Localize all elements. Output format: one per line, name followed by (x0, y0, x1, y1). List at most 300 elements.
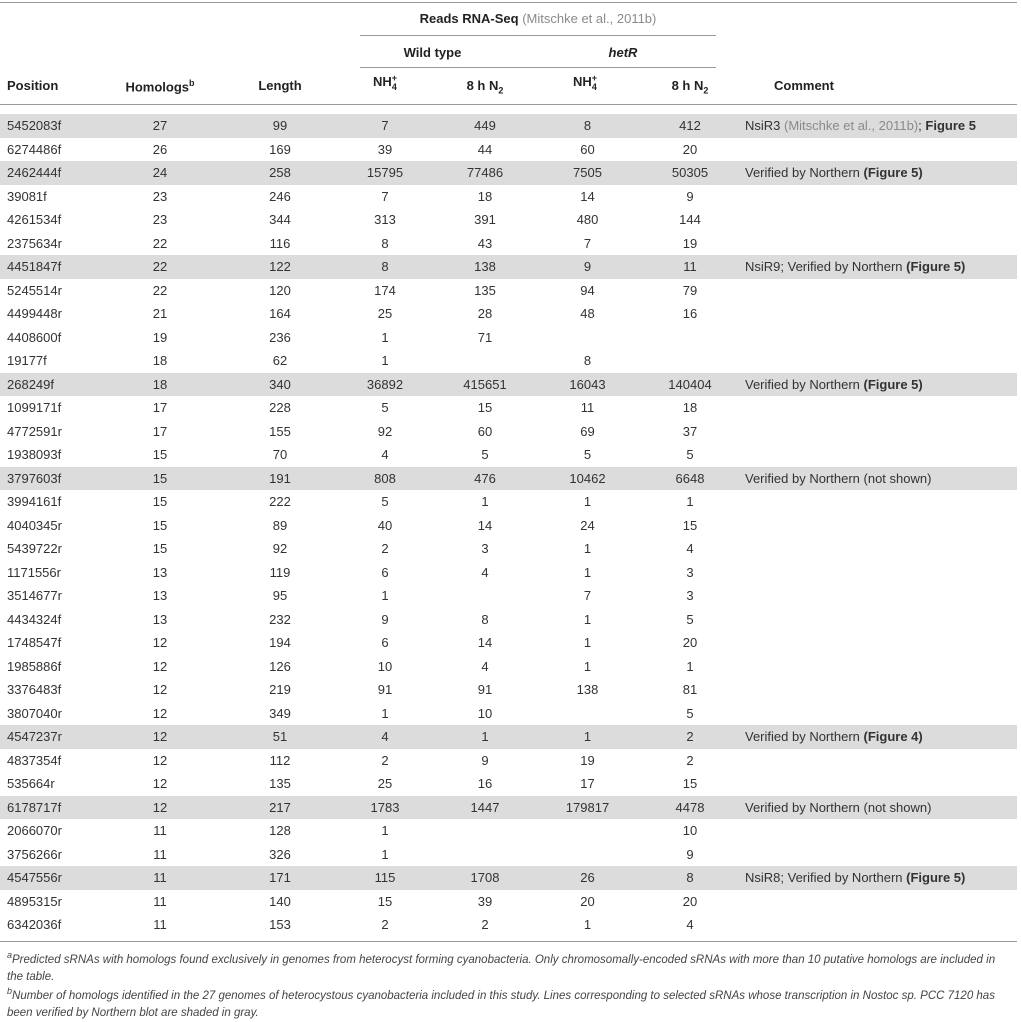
cell-wt-8h-n2 (435, 349, 535, 373)
cell-homologs: 23 (152, 188, 168, 204)
cell-comment (740, 138, 1017, 162)
table-row (0, 843, 1017, 867)
cell-hetr-nh4 (535, 702, 640, 726)
cell-homologs: 12 (95, 725, 225, 749)
comment-segment: ; (918, 118, 926, 134)
cell-homologs: 19 (152, 329, 168, 345)
cell-homologs: 15 (152, 494, 168, 510)
cell-hetr-8h-n2: 9 (686, 846, 694, 862)
cell-position: 5245514r (7, 282, 62, 298)
cell-length: 128 (269, 823, 291, 839)
table-row (0, 561, 1017, 585)
table-row (0, 279, 1017, 303)
cell-length: 120 (269, 282, 291, 298)
cell-wt-8h-n2: 476 (435, 467, 535, 491)
cell-wt-8h-n2: 43 (477, 235, 493, 251)
bottom-rule (0, 941, 1017, 942)
table-row (0, 349, 1017, 373)
cell-wt-nh4: 1 (381, 588, 389, 604)
comment-segment: (Figure 5) (906, 870, 966, 886)
cell-position: 2375634r (7, 235, 62, 251)
cell-homologs: 13 (152, 588, 168, 604)
cell-length: 126 (269, 658, 291, 674)
cell-wt-8h-n2 (435, 584, 535, 608)
group-title: Reads RNA-Seq (419, 11, 519, 26)
cell-wt-8h-n2 (435, 843, 535, 867)
cell-position: 535664r (7, 776, 55, 792)
cell-length: 116 (269, 235, 291, 251)
cell-wt-nh4: 808 (335, 467, 435, 491)
cell-comment (740, 749, 1017, 773)
table-row (0, 232, 1017, 256)
cell-hetr-8h-n2: 20 (682, 635, 698, 651)
cell-wt-nh4: 1 (381, 846, 389, 862)
cell-homologs: 18 (95, 373, 225, 397)
cell-hetr-nh4: 480 (576, 212, 599, 228)
footnote-a: $^a$Predicted sRNAs with homologs found exclusively in genomes from heterocyst forming cyanobacteria. Only chromosomally-encoded sRNAs with more than 10 putative homologs are included in the table. (7, 950, 996, 983)
cell-hetr-8h-n2: 1 (686, 494, 694, 510)
cell-hetr-nh4: 1 (583, 635, 592, 651)
cell-hetr-nh4: 1 (535, 725, 640, 749)
cell-hetr-nh4: 94 (580, 282, 595, 298)
cell-position: 5439722r (7, 541, 62, 557)
comment-segment: (Mitschke et al., 2011b) (784, 118, 919, 134)
cell-wt-8h-n2: 14 (477, 517, 493, 533)
cell-wt-8h-n2: 5 (481, 447, 489, 463)
comment-segment: Verified by Northern (not shown) (745, 470, 932, 486)
cell-hetr-nh4: 19 (580, 752, 595, 768)
cell-comment (740, 913, 1017, 937)
cell-position: 6274486f (7, 141, 62, 157)
cell-position: 1748547f (7, 635, 62, 651)
table-row (0, 138, 1017, 162)
cell-hetr-8h-n2: 2 (640, 725, 740, 749)
cell-length: 217 (225, 796, 335, 820)
cell-comment (740, 561, 1017, 585)
cell-length: 171 (225, 866, 335, 890)
cell-wt-8h-n2: 77486 (435, 161, 535, 185)
cell-position: 1099171f (7, 400, 62, 416)
cell-length: 62 (272, 353, 288, 369)
cell-hetr-8h-n2: 19 (682, 235, 698, 251)
cell-homologs: 26 (152, 141, 168, 157)
cell-hetr-8h-n2: 20 (682, 141, 698, 157)
cell-wt-8h-n2: 60 (477, 423, 493, 439)
cell-comment (740, 537, 1017, 561)
table-row (0, 514, 1017, 538)
cell-length: 219 (269, 682, 291, 698)
col-hetr-nh4-header: NH + 4 (572, 73, 598, 92)
cell-wt-nh4: 1783 (335, 796, 435, 820)
cell-hetr-8h-n2: 79 (682, 282, 698, 298)
cell-position: 3807040r (7, 705, 62, 721)
cell-hetr-8h-n2: 5 (686, 447, 694, 463)
cell-hetr-8h-n2: 8 (640, 866, 740, 890)
cell-comment (740, 631, 1017, 655)
cell-position: 4040345r (7, 517, 62, 533)
table-row (0, 890, 1017, 914)
cell-hetr-nh4: 179817 (535, 796, 640, 820)
cell-length: 236 (269, 329, 291, 345)
cell-homologs: 15 (152, 541, 168, 557)
cell-comment (740, 467, 1017, 491)
cell-comment (740, 420, 1017, 444)
cell-wt-nh4: 1 (381, 823, 389, 839)
cell-wt-nh4: 36892 (335, 373, 435, 397)
cell-comment (740, 185, 1017, 209)
cell-hetr-nh4: 5 (583, 447, 592, 463)
table-row (0, 819, 1017, 843)
cell-homologs: 18 (152, 353, 168, 369)
comment-segment: Verified by Northern (745, 729, 864, 745)
cell-homologs: 15 (152, 517, 168, 533)
cell-wt-8h-n2: 1 (435, 725, 535, 749)
cell-homologs: 11 (95, 866, 225, 890)
table-row (0, 114, 1017, 138)
cell-position: 3994161f (7, 494, 62, 510)
cell-comment (740, 866, 1017, 890)
cell-homologs: 12 (152, 705, 168, 721)
cell-hetr-8h-n2: 4478 (640, 796, 740, 820)
cell-homologs: 15 (95, 467, 225, 491)
group-rule (360, 35, 716, 36)
cell-comment (740, 796, 1017, 820)
cell-hetr-8h-n2: 6648 (640, 467, 740, 491)
cell-wt-8h-n2: 15 (477, 400, 493, 416)
cell-wt-nh4: 1 (381, 329, 389, 345)
cell-homologs: 12 (152, 752, 168, 768)
cell-position: 4772591r (7, 423, 62, 439)
cell-homologs: 27 (95, 114, 225, 138)
cell-hetr-8h-n2: 15 (682, 517, 698, 533)
top-rule (0, 2, 1017, 3)
cell-homologs: 11 (153, 893, 167, 909)
footnote-b: $^b$Number of homologs identified in the 27 genomes of heterocystous cyanobacteria included in this study. Lines corresponding to selected sRNAs whose transcription in Nostoc sp. PCC 7120 has been verified by Northern blot are shaded in gray. (7, 986, 995, 1019)
cell-position: 3514677r (7, 588, 62, 604)
comment-segment: NsiR9; Verified by Northern (745, 259, 907, 275)
cell-wt-8h-n2: 39 (477, 893, 493, 909)
cell-position: 1171556r (7, 564, 61, 580)
cell-length: 153 (269, 917, 291, 933)
cell-wt-8h-n2: 1708 (435, 866, 535, 890)
cell-length: 92 (272, 541, 288, 557)
table-row (0, 420, 1017, 444)
cell-position: 39081f (7, 188, 47, 204)
cell-hetr-8h-n2: 4 (686, 541, 694, 557)
cell-wt-nh4: 15 (377, 893, 393, 909)
cell-comment (740, 514, 1017, 538)
table-row (0, 467, 1017, 491)
cell-hetr-nh4 (535, 843, 640, 867)
cell-hetr-8h-n2: 50305 (640, 161, 740, 185)
cell-length: 232 (269, 611, 291, 627)
cell-homologs: 12 (152, 682, 168, 698)
cell-length: 99 (225, 114, 335, 138)
cell-length: 164 (269, 306, 291, 322)
cell-wt-8h-n2: 28 (477, 306, 493, 322)
cell-hetr-nh4: 60 (580, 141, 595, 157)
cell-wt-8h-n2: 10 (477, 705, 493, 721)
cell-position: 4434324f (7, 611, 62, 627)
table-row (0, 725, 1017, 749)
cell-wt-nh4: 8 (381, 235, 389, 251)
cell-wt-nh4: 115 (335, 866, 435, 890)
cell-comment (740, 702, 1017, 726)
col-length-header: Length (258, 78, 302, 93)
table-row (0, 749, 1017, 773)
table-row (0, 913, 1017, 937)
cell-wt-8h-n2: 415651 (435, 373, 535, 397)
comment-segment: NsiR8; Verified by Northern (745, 870, 907, 886)
reads-rnaseq-group-header (360, 11, 716, 26)
cell-comment (740, 843, 1017, 867)
cell-position: 4837354f (7, 752, 62, 768)
cell-hetr-nh4: 1 (583, 658, 592, 674)
cell-wt-8h-n2: 1 (481, 494, 489, 510)
cell-homologs: 12 (95, 796, 225, 820)
table-row (0, 185, 1017, 209)
table-row (0, 655, 1017, 679)
cell-length: 70 (272, 447, 288, 463)
cell-length: 194 (269, 635, 291, 651)
comment-segment: (Figure 5) (863, 376, 923, 392)
cell-homologs: 12 (152, 635, 168, 651)
cell-wt-8h-n2: 91 (477, 682, 493, 698)
cell-hetr-8h-n2: 1 (686, 658, 694, 674)
cell-hetr-8h-n2: 5 (686, 705, 694, 721)
table-row (0, 396, 1017, 420)
cell-position: 4499448r (7, 306, 62, 322)
cell-length: 349 (269, 705, 291, 721)
comment-segment: Figure 5 (925, 118, 976, 134)
cell-position: 4261534f (7, 212, 62, 228)
col-position-header: Position (7, 78, 59, 93)
cell-hetr-nh4: 26 (535, 866, 640, 890)
cell-hetr-nh4: 7505 (535, 161, 640, 185)
subgroup-rule (360, 67, 716, 68)
col-homologs-header: Homologs$^b$ (125, 78, 195, 95)
cell-hetr-8h-n2 (640, 349, 740, 373)
cell-hetr-8h-n2: 81 (682, 682, 698, 698)
wild-type-header: Wild type (403, 45, 462, 60)
cell-hetr-8h-n2: 3 (686, 564, 694, 580)
cell-wt-8h-n2: 391 (474, 212, 496, 228)
cell-homologs: 12 (152, 658, 168, 674)
table-row (0, 702, 1017, 726)
cell-hetr-nh4: 48 (580, 306, 595, 322)
cell-comment (740, 326, 1017, 350)
cell-length: 155 (269, 423, 291, 439)
table-row (0, 631, 1017, 655)
cell-wt-8h-n2: 8 (481, 611, 489, 627)
cell-comment (740, 819, 1017, 843)
cell-comment (740, 584, 1017, 608)
cell-homologs: 22 (95, 255, 225, 279)
cell-length: 344 (269, 212, 291, 228)
cell-position: 5452083f (0, 114, 95, 138)
cell-length: 228 (269, 400, 291, 416)
cell-position: 3797603f (0, 467, 95, 491)
cell-hetr-nh4: 1 (583, 611, 592, 627)
cell-hetr-nh4: 1 (583, 494, 592, 510)
comment-segment: Verified by Northern (745, 376, 864, 392)
cell-wt-nh4: 40 (377, 517, 393, 533)
cell-hetr-8h-n2: 16 (682, 306, 698, 322)
cell-length: 246 (269, 188, 291, 204)
cell-hetr-nh4: 11 (580, 400, 595, 416)
cell-wt-nh4: 6 (381, 635, 389, 651)
cell-hetr-8h-n2: 18 (682, 400, 698, 416)
col-hetr-8h-header: 8 h $N_2$ (671, 78, 709, 96)
cell-position: 6178717f (0, 796, 95, 820)
cell-comment (740, 443, 1017, 467)
cell-wt-nh4: 25 (377, 306, 393, 322)
cell-comment (740, 373, 1017, 397)
cell-length: 112 (269, 752, 291, 768)
cell-hetr-8h-n2: 3 (686, 588, 694, 604)
table-row (0, 678, 1017, 702)
cell-wt-nh4: 5 (381, 400, 389, 416)
cell-hetr-nh4: 14 (580, 188, 595, 204)
cell-hetr-nh4: 138 (576, 682, 599, 698)
cell-wt-nh4: 2 (381, 541, 389, 557)
cell-homologs: 12 (152, 776, 168, 792)
comment-segment: (Figure 5) (906, 259, 966, 275)
cell-wt-8h-n2: 4 (481, 658, 489, 674)
cell-hetr-nh4: 1 (583, 541, 592, 557)
comment-segment: Verified by Northern (not shown) (745, 799, 932, 815)
table-body (0, 114, 1017, 937)
cell-homologs: 11 (153, 917, 167, 933)
cell-length: 191 (225, 467, 335, 491)
cell-hetr-8h-n2: 2 (686, 752, 694, 768)
hetr-header: hetR (608, 45, 638, 60)
cell-length: 122 (225, 255, 335, 279)
cell-hetr-8h-n2: 37 (682, 423, 698, 439)
comment-segment: (Figure 5) (863, 165, 923, 181)
cell-comment (740, 396, 1017, 420)
cell-homologs: 13 (152, 564, 168, 580)
table-row (0, 161, 1017, 185)
comment-segment: Verified by Northern (745, 165, 864, 181)
cell-position: 2462444f (0, 161, 95, 185)
cell-comment (740, 608, 1017, 632)
cell-wt-nh4: 4 (381, 447, 389, 463)
cell-wt-nh4: 92 (377, 423, 393, 439)
table-row (0, 608, 1017, 632)
cell-hetr-nh4: 1 (583, 917, 592, 933)
cell-wt-nh4: 2 (381, 917, 389, 933)
cell-position: 3756266r (7, 846, 62, 862)
cell-wt-nh4: 91 (377, 682, 393, 698)
cell-hetr-8h-n2: 144 (679, 212, 701, 228)
cell-hetr-8h-n2: 5 (686, 611, 694, 627)
cell-hetr-8h-n2: 15 (682, 776, 698, 792)
cell-hetr-8h-n2: 4 (686, 917, 694, 933)
cell-wt-nh4: 15795 (335, 161, 435, 185)
cell-comment (740, 678, 1017, 702)
cell-position: 268249f (0, 373, 95, 397)
cell-comment (740, 255, 1017, 279)
cell-homologs: 21 (152, 306, 168, 322)
cell-wt-8h-n2: 9 (481, 752, 489, 768)
cell-wt-nh4: 9 (381, 611, 389, 627)
cell-wt-8h-n2: 4 (481, 564, 489, 580)
cell-wt-8h-n2: 138 (435, 255, 535, 279)
cell-homologs: 23 (152, 212, 168, 228)
cell-wt-8h-n2: 14 (477, 635, 493, 651)
cell-wt-nh4: 4 (335, 725, 435, 749)
cell-hetr-nh4: 1 (583, 564, 592, 580)
cell-hetr-8h-n2: 11 (640, 255, 740, 279)
cell-comment (740, 349, 1017, 373)
cell-homologs: 22 (152, 235, 168, 251)
cell-hetr-8h-n2: 9 (686, 188, 694, 204)
cell-comment (740, 114, 1017, 138)
cell-length: 169 (269, 141, 291, 157)
table-row (0, 796, 1017, 820)
cell-length: 119 (269, 564, 291, 580)
table-row (0, 255, 1017, 279)
cell-wt-nh4: 1 (381, 705, 389, 721)
cell-length: 340 (225, 373, 335, 397)
cell-homologs: 11 (153, 823, 167, 839)
cell-position: 1985886f (7, 658, 62, 674)
cell-length: 89 (272, 517, 288, 533)
cell-wt-8h-n2: 3 (481, 541, 489, 557)
cell-homologs: 13 (152, 611, 168, 627)
cell-wt-nh4: 8 (335, 255, 435, 279)
cell-wt-8h-n2 (435, 819, 535, 843)
cell-position: 4408600f (7, 329, 62, 345)
cell-hetr-nh4: 9 (535, 255, 640, 279)
cell-hetr-8h-n2: 20 (682, 893, 698, 909)
cell-homologs: 22 (152, 282, 168, 298)
table-row (0, 537, 1017, 561)
cell-position: 4547556r (0, 866, 95, 890)
table-row (0, 490, 1017, 514)
cell-position: 2066070r (7, 823, 62, 839)
cell-comment (740, 890, 1017, 914)
cell-hetr-nh4: 7 (583, 588, 592, 604)
cell-wt-8h-n2: 2 (481, 917, 489, 933)
cell-length: 326 (269, 846, 291, 862)
cell-wt-nh4: 7 (381, 188, 389, 204)
table-row (0, 443, 1017, 467)
cell-hetr-nh4: 17 (580, 776, 595, 792)
cell-wt-8h-n2: 18 (477, 188, 493, 204)
table-row (0, 866, 1017, 890)
cell-comment (740, 655, 1017, 679)
comment-segment: NsiR3 (745, 118, 785, 134)
cell-hetr-nh4: 16043 (535, 373, 640, 397)
cell-comment (740, 232, 1017, 256)
header-rule (0, 104, 1017, 105)
cell-hetr-nh4 (535, 819, 640, 843)
cell-homologs: 17 (152, 400, 168, 416)
cell-hetr-8h-n2 (640, 326, 740, 350)
cell-length: 51 (225, 725, 335, 749)
table-row (0, 326, 1017, 350)
cell-length: 140 (269, 893, 291, 909)
cell-hetr-8h-n2: 412 (640, 114, 740, 138)
cell-wt-8h-n2: 16 (477, 776, 493, 792)
cell-position: 4451847f (0, 255, 95, 279)
cell-comment (740, 279, 1017, 303)
cell-hetr-nh4: 69 (580, 423, 595, 439)
cell-comment (740, 208, 1017, 232)
cell-homologs: 15 (152, 447, 168, 463)
